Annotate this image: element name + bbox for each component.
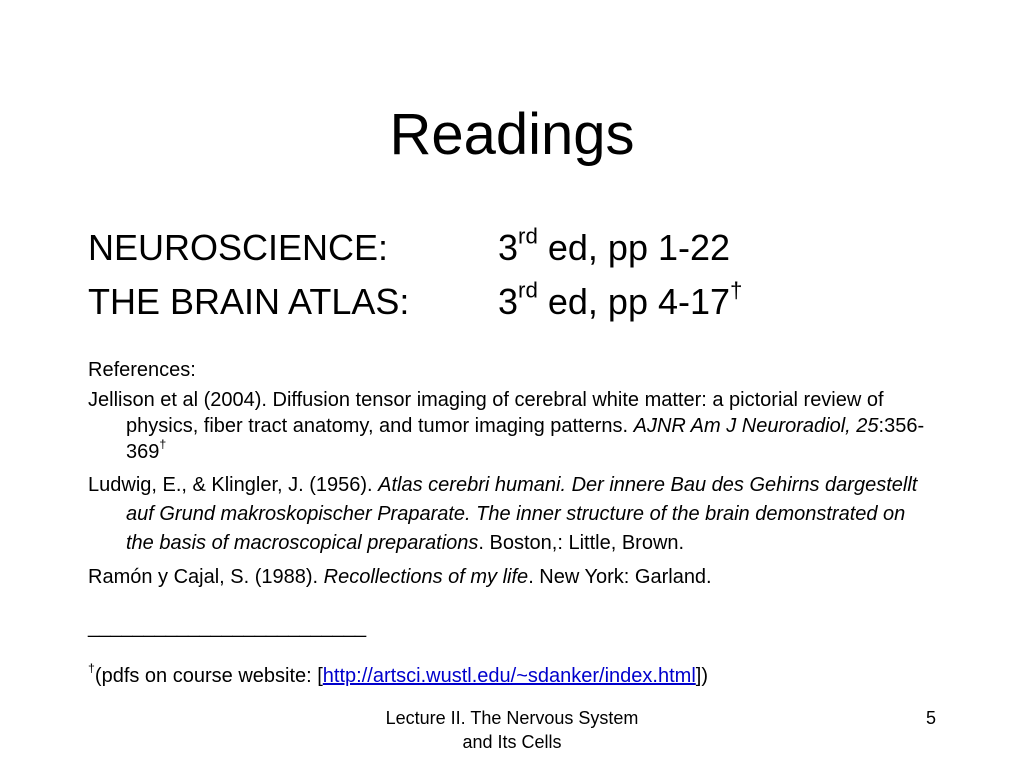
references-section [88,356,938,596]
reading-label: THE BRAIN ATLAS: [88,281,410,322]
reference-title: Atlas cerebri humani. Der innere Bau des Gehirns dargestellt auf Grund makroskopischer Praparate. The inner structure of the brain demonstrated on the basis of macroscopical preparations [126,474,918,554]
reference-text: Jellison et al (2004). Diffusion tensor imaging of cerebral white matter: a pictorial review of physics, fiber tract anatomy, and tumor imaging patterns. [88,389,884,437]
footer-line-1: Lecture II. The Nervous System [385,708,639,728]
reading-pages: ed, pp 4-17 [537,281,731,322]
reference-ludwig [88,471,938,558]
reference-jellison [88,387,938,465]
reference-authors: Ludwig, E., & Klingler, J. (1956). [88,474,379,496]
slide-number: 5 [926,708,937,728]
reference-title: Recollections of my life [323,566,529,588]
edition-number: 3 [498,281,519,322]
reading-pages: ed, pp 1-22 [537,227,731,268]
references-heading: References: [88,359,196,381]
reference-pages: :356-369 [126,415,925,463]
reference-ramon [88,564,938,590]
reading-brain-atlas [88,277,743,324]
course-website-link[interactable]: http://artsci.wustl.edu/~sdanker/index.html [322,665,696,687]
reference-journal: AJNR Am J Neuroradiol, 25 [633,415,879,437]
footnote-divider: _________________________ [88,616,367,638]
dagger-mark: † [88,661,95,676]
footer-line-2: and Its Cells [462,732,562,752]
reference-publisher: . Boston,: Little, Brown. [478,532,685,554]
dagger-mark: † [159,437,167,452]
edition-suffix: rd [518,223,538,249]
footnote-prefix: (pdfs on course website: [ [94,665,323,687]
slide-footer [362,706,662,754]
edition-number: 3 [498,227,519,268]
reading-neuroscience [88,223,731,270]
dagger-mark: † [730,277,743,303]
footnote [88,663,708,689]
reference-authors: Ramón y Cajal, S. (1988). [88,566,324,588]
footnote-suffix: ]) [695,665,708,687]
reading-label: NEUROSCIENCE: [88,227,389,268]
edition-suffix: rd [518,277,538,303]
slide-title: Readings [389,102,635,167]
reference-publisher: . New York: Garland. [528,566,712,588]
